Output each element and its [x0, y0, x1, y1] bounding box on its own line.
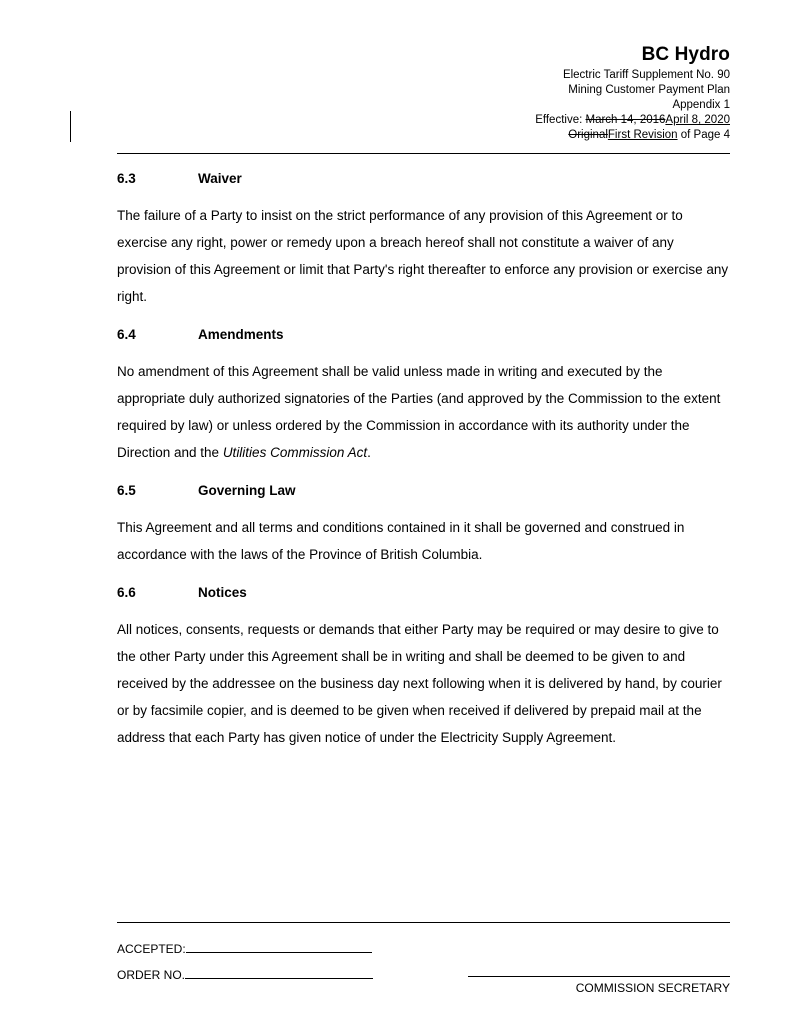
clause-heading: [117, 326, 730, 344]
revision-suffix: of Page 4: [677, 129, 730, 141]
accepted-label: ACCEPTED:: [117, 942, 186, 956]
clause-text-lead: No amendment of this Agreement shall be valid unless made in writing and executed by the appropriate duly authorized signatories of the Parties (and approved by the Commission to the extent required by law) or unless ordered by the Commission in accordance with its authority under the Direction and the: [117, 364, 721, 460]
clause-6-3: [117, 170, 730, 310]
commission-secretary-label: COMMISSION SECRETARY: [575, 981, 730, 995]
statute-name: Utilities Commission Act: [222, 445, 368, 460]
tariff-supplement-line: Electric Tariff Supplement No. 90: [562, 69, 730, 81]
commission-signature-line: [468, 966, 730, 977]
clause-text-tail: .: [367, 445, 371, 460]
clause-6-6: [117, 584, 730, 751]
revision-change-bar: [70, 111, 71, 142]
document-footer: [117, 940, 730, 995]
clause-heading: [117, 482, 730, 500]
appendix-line: Appendix 1: [672, 99, 730, 111]
clause-heading: [117, 170, 730, 188]
clause-number: 6.6: [117, 585, 136, 600]
revision-old: Original: [568, 129, 608, 141]
order-no-line: [185, 966, 373, 979]
clause-number: 6.5: [117, 483, 136, 498]
footer-divider: [117, 922, 730, 923]
document-header: [270, 44, 730, 143]
clause-6-4: [117, 326, 730, 466]
effective-date-new: April 8, 2020: [665, 114, 730, 126]
accepted-row: [117, 940, 730, 966]
clause-title: Notices: [198, 585, 247, 600]
order-no-label: ORDER NO.: [117, 968, 186, 982]
effective-label: Effective:: [535, 114, 583, 126]
clause-number: 6.3: [117, 171, 136, 186]
clause-6-5: [117, 482, 730, 568]
clause-heading: [117, 584, 730, 602]
bc-hydro-logo-text: BC Hydro: [641, 44, 730, 65]
clause-paragraph: This Agreement and all terms and conditions contained in it shall be governed and construed in accordance with the laws of the Province of British Columbia.: [117, 520, 685, 562]
document-body: [117, 170, 730, 767]
clause-paragraph: The failure of a Party to insist on the strict performance of any provision of this Agreement or to exercise any right, power or remedy upon a breach hereof shall not constitute a waiver of any provision of this Agreement or limit that Party's right thereafter to enforce any provision or exercise any right.: [117, 208, 729, 304]
clause-paragraph: [117, 358, 730, 466]
revision-line: [270, 128, 730, 143]
clause-paragraph: All notices, consents, requests or demands that either Party may be required or may desire to give to the other Party under this Agreement shall be in writing and shall be deemed to be given to and received by the addressee on the business day next following when it is delivered by hand, by courier or by facsimile copier, and is deemed to be given when received if delivered by prepaid mail at the address that each Party has given notice of under the Electricity Supply Agreement.: [117, 622, 722, 745]
clause-number: 6.4: [117, 327, 136, 342]
effective-date-line: [270, 113, 730, 128]
plan-name-line: Mining Customer Payment Plan: [568, 84, 730, 96]
clause-title: Waiver: [198, 171, 242, 186]
revision-new: First Revision: [607, 129, 678, 141]
accepted-signature-line: [186, 940, 372, 953]
effective-date-old: March 14, 2016: [585, 114, 666, 126]
header-divider: [117, 153, 730, 154]
clause-title: Amendments: [198, 327, 284, 342]
commission-secretary-block: [468, 966, 730, 995]
clause-title: Governing Law: [198, 483, 296, 498]
